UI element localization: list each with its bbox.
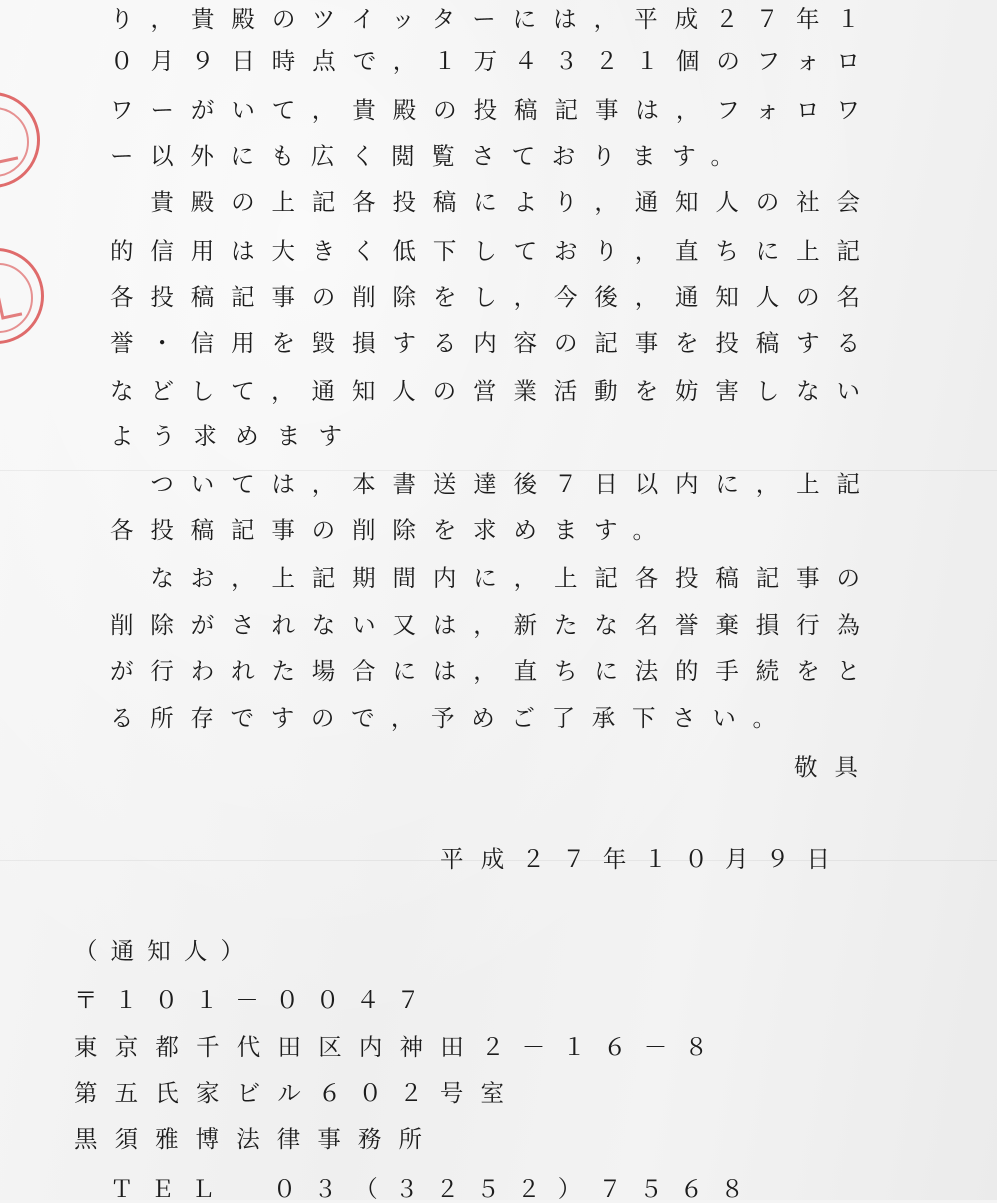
body-line: り，貴殿のツイッターには，平成２７年１: [110, 5, 877, 33]
body-line: ついては，本書送達後７日以内に，上記: [110, 470, 877, 498]
letter-date: 平成２７年１０月９日: [440, 845, 848, 873]
body-line: ー以外にも広く閲覧さております。: [110, 142, 751, 170]
body-line: なお，上記期間内に，上記各投稿記事の: [110, 564, 877, 592]
body-line: が行われた場合には，直ちに法的手続をと: [110, 657, 877, 685]
body-line: 各投稿記事の削除をし，今後，通知人の名: [110, 283, 877, 311]
sender-phone: ＴＥＬ ０３（３２５２）７５６８: [110, 1175, 762, 1203]
closing-salutation: 敬具: [794, 753, 875, 781]
body-line: る所存ですので，予めご了承下さい。: [110, 704, 793, 732]
red-seal-stamp: [0, 248, 44, 344]
sender-office-name: 黒須雅博法律事務所: [74, 1125, 440, 1153]
body-line: 各投稿記事の削除を求めます。: [110, 516, 673, 544]
body-line: ０月９日時点で，１万４３２１個のフォロ: [110, 47, 877, 75]
body-line: などして，通知人の営業活動を妨害しない: [110, 377, 877, 405]
body-line: ワーがいて，貴殿の投稿記事は，フォロワ: [110, 96, 877, 124]
sender-postal-code: 〒１０１－００４７: [74, 986, 437, 1014]
sender-address-line: 東京都千代田区内神田２－１６－８: [74, 1033, 726, 1061]
sender-heading: （通知人）: [74, 937, 258, 965]
red-seal-stamp: [0, 92, 40, 188]
body-line: 誉・信用を毀損する内容の記事を投稿する: [110, 329, 877, 357]
body-line: 貴殿の上記各投稿により，通知人の社会: [110, 188, 877, 216]
body-line: 削除がされない又は，新たな名誉棄損行為: [110, 611, 877, 639]
body-line: よう求めます: [110, 422, 361, 450]
sender-address-line: 第五氏家ビル６０２号室: [74, 1079, 522, 1107]
body-line: 的信用は大きく低下しており，直ちに上記: [110, 237, 877, 265]
